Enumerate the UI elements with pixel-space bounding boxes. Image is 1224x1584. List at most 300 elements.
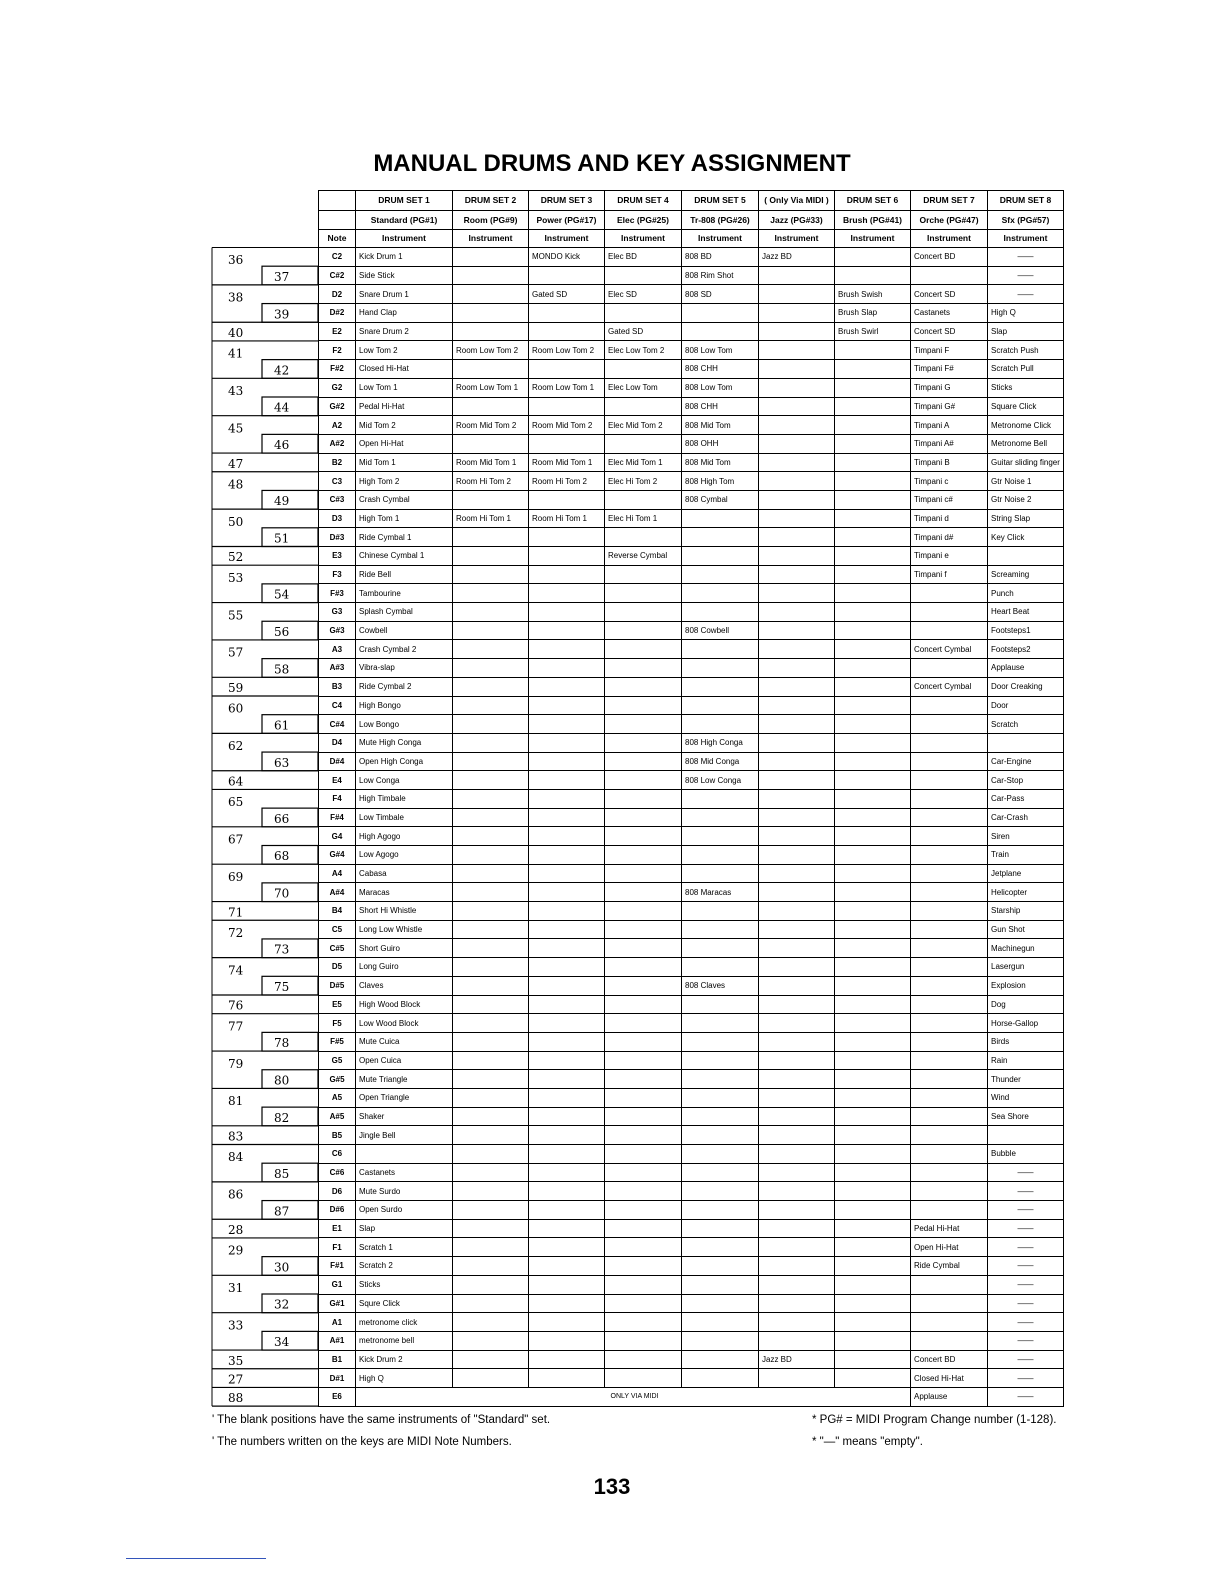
note-cell: A5 — [319, 1088, 356, 1107]
instrument-cell — [605, 958, 682, 977]
instrument-cell: Horse-Gallop — [988, 1014, 1064, 1033]
instrument-cell — [605, 939, 682, 958]
instrument-cell: Mute Triangle — [356, 1070, 453, 1089]
header-instrument-row — [319, 230, 1064, 248]
instrument-cell — [529, 1163, 605, 1182]
instrument-cell — [759, 733, 835, 752]
instrument-cell — [453, 1107, 529, 1126]
instrument-cell — [759, 285, 835, 304]
instrument-cell: 808 High Tom — [682, 472, 759, 491]
header-instrument-4: Instrument — [605, 230, 682, 248]
instrument-cell: metronome bell — [356, 1331, 453, 1350]
instrument-cell — [759, 1257, 835, 1276]
white-key-number: 41 — [228, 346, 244, 361]
instrument-cell: Squre Click — [356, 1294, 453, 1313]
note-cell: G#3 — [319, 621, 356, 640]
instrument-cell: Short Guiro — [356, 939, 453, 958]
white-key-number: 65 — [228, 795, 244, 810]
white-key-number: 29 — [228, 1243, 244, 1258]
table-row — [319, 789, 1064, 808]
bottom-rule — [126, 1558, 266, 1559]
instrument-cell — [835, 1294, 911, 1313]
instrument-cell: Footsteps2 — [988, 640, 1064, 659]
instrument-cell: Vibra-slap — [356, 659, 453, 678]
instrument-cell — [682, 659, 759, 678]
instrument-cell — [529, 1070, 605, 1089]
instrument-cell: —— — [988, 1313, 1064, 1332]
instrument-cell: Room Mid Tom 1 — [453, 453, 529, 472]
instrument-cell — [911, 864, 988, 883]
table-row — [319, 733, 1064, 752]
instrument-cell — [835, 453, 911, 472]
table-row — [319, 902, 1064, 921]
header-set-4: DRUM SET 4 — [605, 191, 682, 211]
instrument-cell: Room Mid Tom 2 — [453, 416, 529, 435]
instrument-cell — [835, 547, 911, 566]
black-key — [262, 976, 318, 995]
instrument-cell — [911, 789, 988, 808]
instrument-cell — [682, 846, 759, 865]
instrument-cell — [911, 696, 988, 715]
instrument-cell — [605, 640, 682, 659]
instrument-cell — [759, 322, 835, 341]
instrument-cell — [759, 920, 835, 939]
instrument-cell — [682, 322, 759, 341]
instrument-cell: Side Stick — [356, 266, 453, 285]
instrument-cell — [759, 1070, 835, 1089]
header-instrument-9: Instrument — [988, 230, 1064, 248]
instrument-cell — [529, 1350, 605, 1369]
table-row — [319, 1163, 1064, 1182]
note-cell: E4 — [319, 771, 356, 790]
instrument-cell — [835, 1070, 911, 1089]
instrument-cell — [835, 621, 911, 640]
instrument-cell — [759, 864, 835, 883]
table-row — [319, 920, 1064, 939]
instrument-cell — [759, 304, 835, 323]
instrument-cell: 808 OHH — [682, 434, 759, 453]
note-cell: D#3 — [319, 528, 356, 547]
instrument-cell — [453, 565, 529, 584]
instrument-cell — [759, 771, 835, 790]
instrument-cell — [529, 827, 605, 846]
black-key-number: 54 — [274, 587, 290, 602]
instrument-cell — [911, 976, 988, 995]
instrument-cell: Tambourine — [356, 584, 453, 603]
note-cell: F#1 — [319, 1257, 356, 1276]
black-key-number: 80 — [274, 1073, 290, 1088]
instrument-cell: Applause — [911, 1387, 988, 1406]
instrument-cell — [453, 1032, 529, 1051]
black-key-number: 56 — [274, 624, 290, 639]
instrument-cell — [835, 1275, 911, 1294]
instrument-cell — [911, 1331, 988, 1350]
note-cell: G2 — [319, 378, 356, 397]
note-cell: D2 — [319, 285, 356, 304]
header-set-9: DRUM SET 8 — [988, 191, 1064, 211]
instrument-cell: —— — [988, 1294, 1064, 1313]
instrument-cell: Timpani c# — [911, 490, 988, 509]
instrument-cell: Closed Hi-Hat — [356, 360, 453, 379]
instrument-cell: Ride Bell — [356, 565, 453, 584]
instrument-cell — [682, 864, 759, 883]
instrument-cell — [682, 547, 759, 566]
header-program-9: Sfx (PG#57) — [988, 211, 1064, 230]
instrument-cell — [453, 1088, 529, 1107]
table-row — [319, 547, 1064, 566]
instrument-cell — [759, 789, 835, 808]
table-row — [319, 1032, 1064, 1051]
instrument-cell: Timpani e — [911, 547, 988, 566]
instrument-cell — [759, 1088, 835, 1107]
instrument-cell: Sea Shore — [988, 1107, 1064, 1126]
instrument-cell — [529, 902, 605, 921]
instrument-cell: Low Tom 1 — [356, 378, 453, 397]
note-cell: D#6 — [319, 1201, 356, 1220]
instrument-cell — [835, 715, 911, 734]
instrument-cell — [453, 1014, 529, 1033]
instrument-cell: Train — [988, 846, 1064, 865]
header-set-3: DRUM SET 3 — [529, 191, 605, 211]
instrument-cell — [835, 939, 911, 958]
white-key-number: 84 — [228, 1150, 244, 1165]
white-key-number: 53 — [228, 570, 244, 585]
instrument-cell — [911, 752, 988, 771]
instrument-cell — [835, 1032, 911, 1051]
black-key-number: 32 — [274, 1297, 290, 1312]
note-cell: A3 — [319, 640, 356, 659]
instrument-cell: Elec Low Tom 2 — [605, 341, 682, 360]
instrument-cell: Jazz BD — [759, 248, 835, 267]
instrument-cell — [453, 547, 529, 566]
instrument-cell — [529, 304, 605, 323]
black-key — [262, 1107, 318, 1126]
instrument-cell — [529, 789, 605, 808]
white-key-number: 76 — [228, 998, 244, 1013]
instrument-cell — [605, 360, 682, 379]
instrument-cell — [835, 976, 911, 995]
instrument-cell — [529, 808, 605, 827]
black-key — [262, 939, 318, 958]
instrument-cell — [759, 360, 835, 379]
table-row — [319, 976, 1064, 995]
instrument-cell — [453, 1369, 529, 1388]
instrument-cell — [759, 547, 835, 566]
white-key-number: 79 — [228, 1056, 244, 1071]
instrument-cell — [911, 883, 988, 902]
instrument-cell — [529, 1257, 605, 1276]
instrument-cell: Guitar sliding finger — [988, 453, 1064, 472]
instrument-cell — [988, 733, 1064, 752]
instrument-cell — [529, 771, 605, 790]
instrument-cell: Open Hi-Hat — [911, 1238, 988, 1257]
instrument-cell — [605, 528, 682, 547]
instrument-cell: Gated SD — [605, 322, 682, 341]
instrument-cell — [605, 789, 682, 808]
instrument-cell: metronome click — [356, 1313, 453, 1332]
table-row — [319, 1387, 1064, 1406]
white-key-number: 69 — [228, 869, 244, 884]
instrument-cell — [605, 1182, 682, 1201]
instrument-cell — [605, 733, 682, 752]
instrument-cell — [682, 304, 759, 323]
note-cell: G#2 — [319, 397, 356, 416]
note-cell: C#3 — [319, 490, 356, 509]
black-key-number: 75 — [274, 980, 290, 994]
note-cell: A#2 — [319, 434, 356, 453]
instrument-cell: Kick Drum 2 — [356, 1350, 453, 1369]
black-key-number: 66 — [274, 811, 290, 826]
instrument-cell — [453, 1313, 529, 1332]
instrument-cell: High Timbale — [356, 789, 453, 808]
instrument-cell — [759, 995, 835, 1014]
instrument-cell: Rain — [988, 1051, 1064, 1070]
instrument-cell — [605, 1369, 682, 1388]
instrument-cell — [453, 995, 529, 1014]
footnote-blank-positions: ' The blank positions have the same instruments of "Standard" set. — [212, 1414, 551, 1426]
instrument-cell: Open Surdo — [356, 1201, 453, 1220]
instrument-cell — [453, 659, 529, 678]
instrument-cell — [835, 416, 911, 435]
table-row — [319, 397, 1064, 416]
instrument-cell: 808 SD — [682, 285, 759, 304]
instrument-cell — [453, 920, 529, 939]
black-key — [262, 1070, 318, 1089]
note-cell: E5 — [319, 995, 356, 1014]
instrument-cell: 808 CHH — [682, 360, 759, 379]
instrument-cell — [911, 733, 988, 752]
instrument-cell — [605, 397, 682, 416]
black-key — [262, 1032, 318, 1051]
note-cell: F2 — [319, 341, 356, 360]
note-cell: E1 — [319, 1219, 356, 1238]
instrument-cell: Low Agogo — [356, 846, 453, 865]
instrument-cell — [453, 771, 529, 790]
instrument-cell: Timpani G — [911, 378, 988, 397]
instrument-cell — [605, 976, 682, 995]
table-row — [319, 490, 1064, 509]
instrument-cell: Jazz BD — [759, 1350, 835, 1369]
instrument-cell — [453, 1070, 529, 1089]
header-program-8: Orche (PG#47) — [911, 211, 988, 230]
instrument-cell — [605, 827, 682, 846]
instrument-cell — [759, 565, 835, 584]
instrument-cell — [453, 733, 529, 752]
note-cell: G3 — [319, 603, 356, 622]
instrument-cell — [605, 1257, 682, 1276]
instrument-cell — [605, 677, 682, 696]
note-cell: F#5 — [319, 1032, 356, 1051]
instrument-cell: —— — [988, 248, 1064, 267]
white-key-number: 36 — [228, 253, 244, 268]
instrument-cell — [605, 864, 682, 883]
note-cell: D#2 — [319, 304, 356, 323]
instrument-cell — [605, 1201, 682, 1220]
black-key — [262, 360, 318, 379]
instrument-cell — [453, 490, 529, 509]
header-program-row — [319, 211, 1064, 230]
black-key — [262, 621, 318, 640]
instrument-cell — [605, 584, 682, 603]
header-instrument-8: Instrument — [911, 230, 988, 248]
note-cell: C2 — [319, 248, 356, 267]
table-row — [319, 715, 1064, 734]
header-program-5: Tr-808 (PG#26) — [682, 211, 759, 230]
instrument-cell — [759, 715, 835, 734]
instrument-cell: —— — [988, 1182, 1064, 1201]
table-row — [319, 1275, 1064, 1294]
instrument-cell — [529, 1051, 605, 1070]
instrument-cell — [529, 1032, 605, 1051]
instrument-cell: 808 Cowbell — [682, 621, 759, 640]
instrument-cell: Claves — [356, 976, 453, 995]
instrument-cell — [759, 1126, 835, 1145]
instrument-cell — [453, 752, 529, 771]
instrument-cell — [835, 808, 911, 827]
instrument-cell — [529, 976, 605, 995]
instrument-cell — [529, 1126, 605, 1145]
instrument-cell: Metronome Click — [988, 416, 1064, 435]
instrument-cell: Pedal Hi-Hat — [356, 397, 453, 416]
black-key-number: 68 — [274, 849, 290, 864]
instrument-cell: High Tom 2 — [356, 472, 453, 491]
instrument-cell — [453, 976, 529, 995]
instrument-cell: Scratch — [988, 715, 1064, 734]
black-key — [262, 752, 318, 771]
instrument-cell — [356, 1145, 453, 1164]
white-key-number: 72 — [228, 925, 244, 940]
instrument-cell — [529, 659, 605, 678]
instrument-cell — [682, 1070, 759, 1089]
instrument-cell — [453, 902, 529, 921]
instrument-cell: Splash Cymbal — [356, 603, 453, 622]
midi-only-cell: ONLY VIA MIDI — [356, 1387, 911, 1406]
instrument-cell — [835, 659, 911, 678]
instrument-cell — [605, 1088, 682, 1107]
instrument-cell — [835, 1369, 911, 1388]
instrument-cell: High Wood Block — [356, 995, 453, 1014]
instrument-cell: Lasergun — [988, 958, 1064, 977]
header-instrument-7: Instrument — [835, 230, 911, 248]
instrument-cell: —— — [988, 1163, 1064, 1182]
footnote-empty: * "—" means "empty". — [812, 1436, 923, 1448]
instrument-cell — [453, 603, 529, 622]
instrument-cell: —— — [988, 1369, 1064, 1388]
instrument-cell — [911, 715, 988, 734]
instrument-cell: Door — [988, 696, 1064, 715]
instrument-cell — [453, 266, 529, 285]
instrument-cell — [911, 1313, 988, 1332]
black-key-number: 44 — [274, 400, 290, 415]
instrument-cell — [682, 1032, 759, 1051]
instrument-cell — [911, 1032, 988, 1051]
table-row — [319, 603, 1064, 622]
black-key-number: 42 — [274, 363, 290, 378]
header-set-5: DRUM SET 5 — [682, 191, 759, 211]
instrument-cell: 808 Rim Shot — [682, 266, 759, 285]
instrument-cell: Mute High Conga — [356, 733, 453, 752]
black-key-number: 58 — [274, 662, 290, 677]
instrument-cell: Open Triangle — [356, 1088, 453, 1107]
instrument-cell — [529, 1145, 605, 1164]
instrument-cell — [911, 1051, 988, 1070]
instrument-cell: Timpani f — [911, 565, 988, 584]
note-cell: A#5 — [319, 1107, 356, 1126]
instrument-cell — [453, 1051, 529, 1070]
instrument-cell — [682, 584, 759, 603]
instrument-cell — [759, 827, 835, 846]
table-row — [319, 939, 1064, 958]
instrument-cell: Elec Mid Tom 2 — [605, 416, 682, 435]
instrument-cell — [759, 472, 835, 491]
instrument-cell — [759, 1107, 835, 1126]
instrument-cell: Room Low Tom 1 — [453, 378, 529, 397]
black-key-number: 34 — [274, 1335, 290, 1350]
instrument-cell — [911, 1126, 988, 1145]
black-key-number: 61 — [274, 718, 290, 733]
instrument-cell: MONDO Kick — [529, 248, 605, 267]
instrument-cell — [682, 1350, 759, 1369]
header-instrument-3: Instrument — [529, 230, 605, 248]
instrument-cell: 808 High Conga — [682, 733, 759, 752]
instrument-cell — [911, 1070, 988, 1089]
instrument-cell — [453, 584, 529, 603]
black-key-number: 37 — [274, 269, 290, 284]
header-set-1: DRUM SET 1 — [356, 191, 453, 211]
instrument-cell: Cabasa — [356, 864, 453, 883]
instrument-cell — [605, 1014, 682, 1033]
header-program-6: Jazz (PG#33) — [759, 211, 835, 230]
instrument-cell — [453, 528, 529, 547]
instrument-cell: Concert Cymbal — [911, 640, 988, 659]
instrument-cell — [453, 864, 529, 883]
instrument-cell — [835, 584, 911, 603]
black-key — [262, 883, 318, 902]
instrument-cell — [759, 1201, 835, 1220]
instrument-cell — [529, 640, 605, 659]
instrument-cell — [911, 1182, 988, 1201]
table-row — [319, 360, 1064, 379]
instrument-cell — [759, 846, 835, 865]
table-row — [319, 266, 1064, 285]
instrument-cell: Machinegun — [988, 939, 1064, 958]
instrument-cell — [453, 1182, 529, 1201]
instrument-cell: —— — [988, 1257, 1064, 1276]
instrument-cell — [835, 603, 911, 622]
instrument-cell: Brush Swirl — [835, 322, 911, 341]
instrument-cell — [453, 640, 529, 659]
instrument-cell: Elec BD — [605, 248, 682, 267]
instrument-cell — [759, 640, 835, 659]
table-row — [319, 1369, 1064, 1388]
instrument-cell — [605, 771, 682, 790]
instrument-cell — [835, 1051, 911, 1070]
instrument-cell — [759, 1145, 835, 1164]
instrument-cell — [835, 509, 911, 528]
instrument-cell — [605, 1313, 682, 1332]
instrument-cell: Elec Mid Tom 1 — [605, 453, 682, 472]
instrument-cell: Footsteps1 — [988, 621, 1064, 640]
instrument-cell — [529, 752, 605, 771]
note-cell: D4 — [319, 733, 356, 752]
instrument-cell: 808 Mid Tom — [682, 416, 759, 435]
instrument-cell: Thunder — [988, 1070, 1064, 1089]
instrument-cell — [529, 1369, 605, 1388]
instrument-cell — [529, 490, 605, 509]
instrument-cell — [835, 490, 911, 509]
black-key — [262, 528, 318, 547]
note-cell: D#5 — [319, 976, 356, 995]
